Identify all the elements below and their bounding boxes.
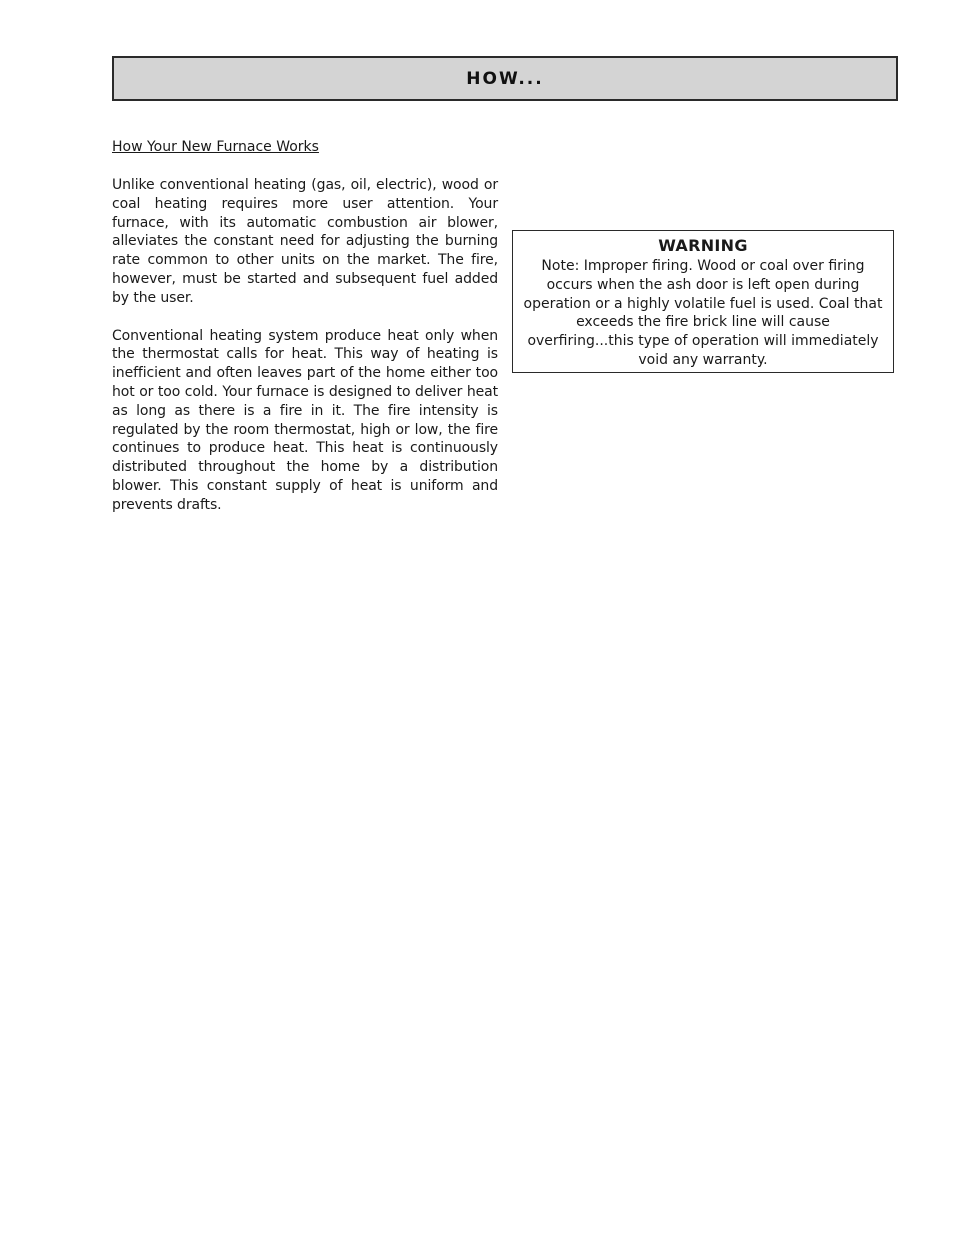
section-heading: How Your New Furnace Works xyxy=(112,139,319,155)
warning-text: Note: Improper firing. Wood or coal over firing occurs when the ash door is left open during operation or a highly volatile fuel is used. Coal that exceeds the fire brick line will cause overfiring...this type of operation will immediately void any warranty. xyxy=(523,258,883,368)
section-title: HOW... xyxy=(466,68,544,89)
paragraph-intro: Unlike conventional heating (gas, oil, electric), wood or coal heating requires more user attention. Your furnace, with its automatic combustion air blower, alleviates the constant need for adjusting the burning rate common to other units on the market. The fire, however, must be started and subsequent fuel added by the user. xyxy=(112,177,498,306)
warning-title: WARNING xyxy=(658,236,748,255)
section-header-bar xyxy=(112,56,898,101)
warning-box xyxy=(512,230,894,373)
main-content-column xyxy=(112,137,498,534)
paragraph-conventional-heating: Conventional heating system produce heat only when the thermostat calls for heat. This way of heating is inefficient and often leaves part of the home either too hot or too cold. Your furnace is designed to deliver heat as long as there is a fire in it. The fire intensity is regulated by the room thermostat, high or low, the fire continues to produce heat. This heat is continuously distributed throughout the home by a distribution blower. This constant supply of heat is uniform and prevents drafts. xyxy=(112,327,498,513)
